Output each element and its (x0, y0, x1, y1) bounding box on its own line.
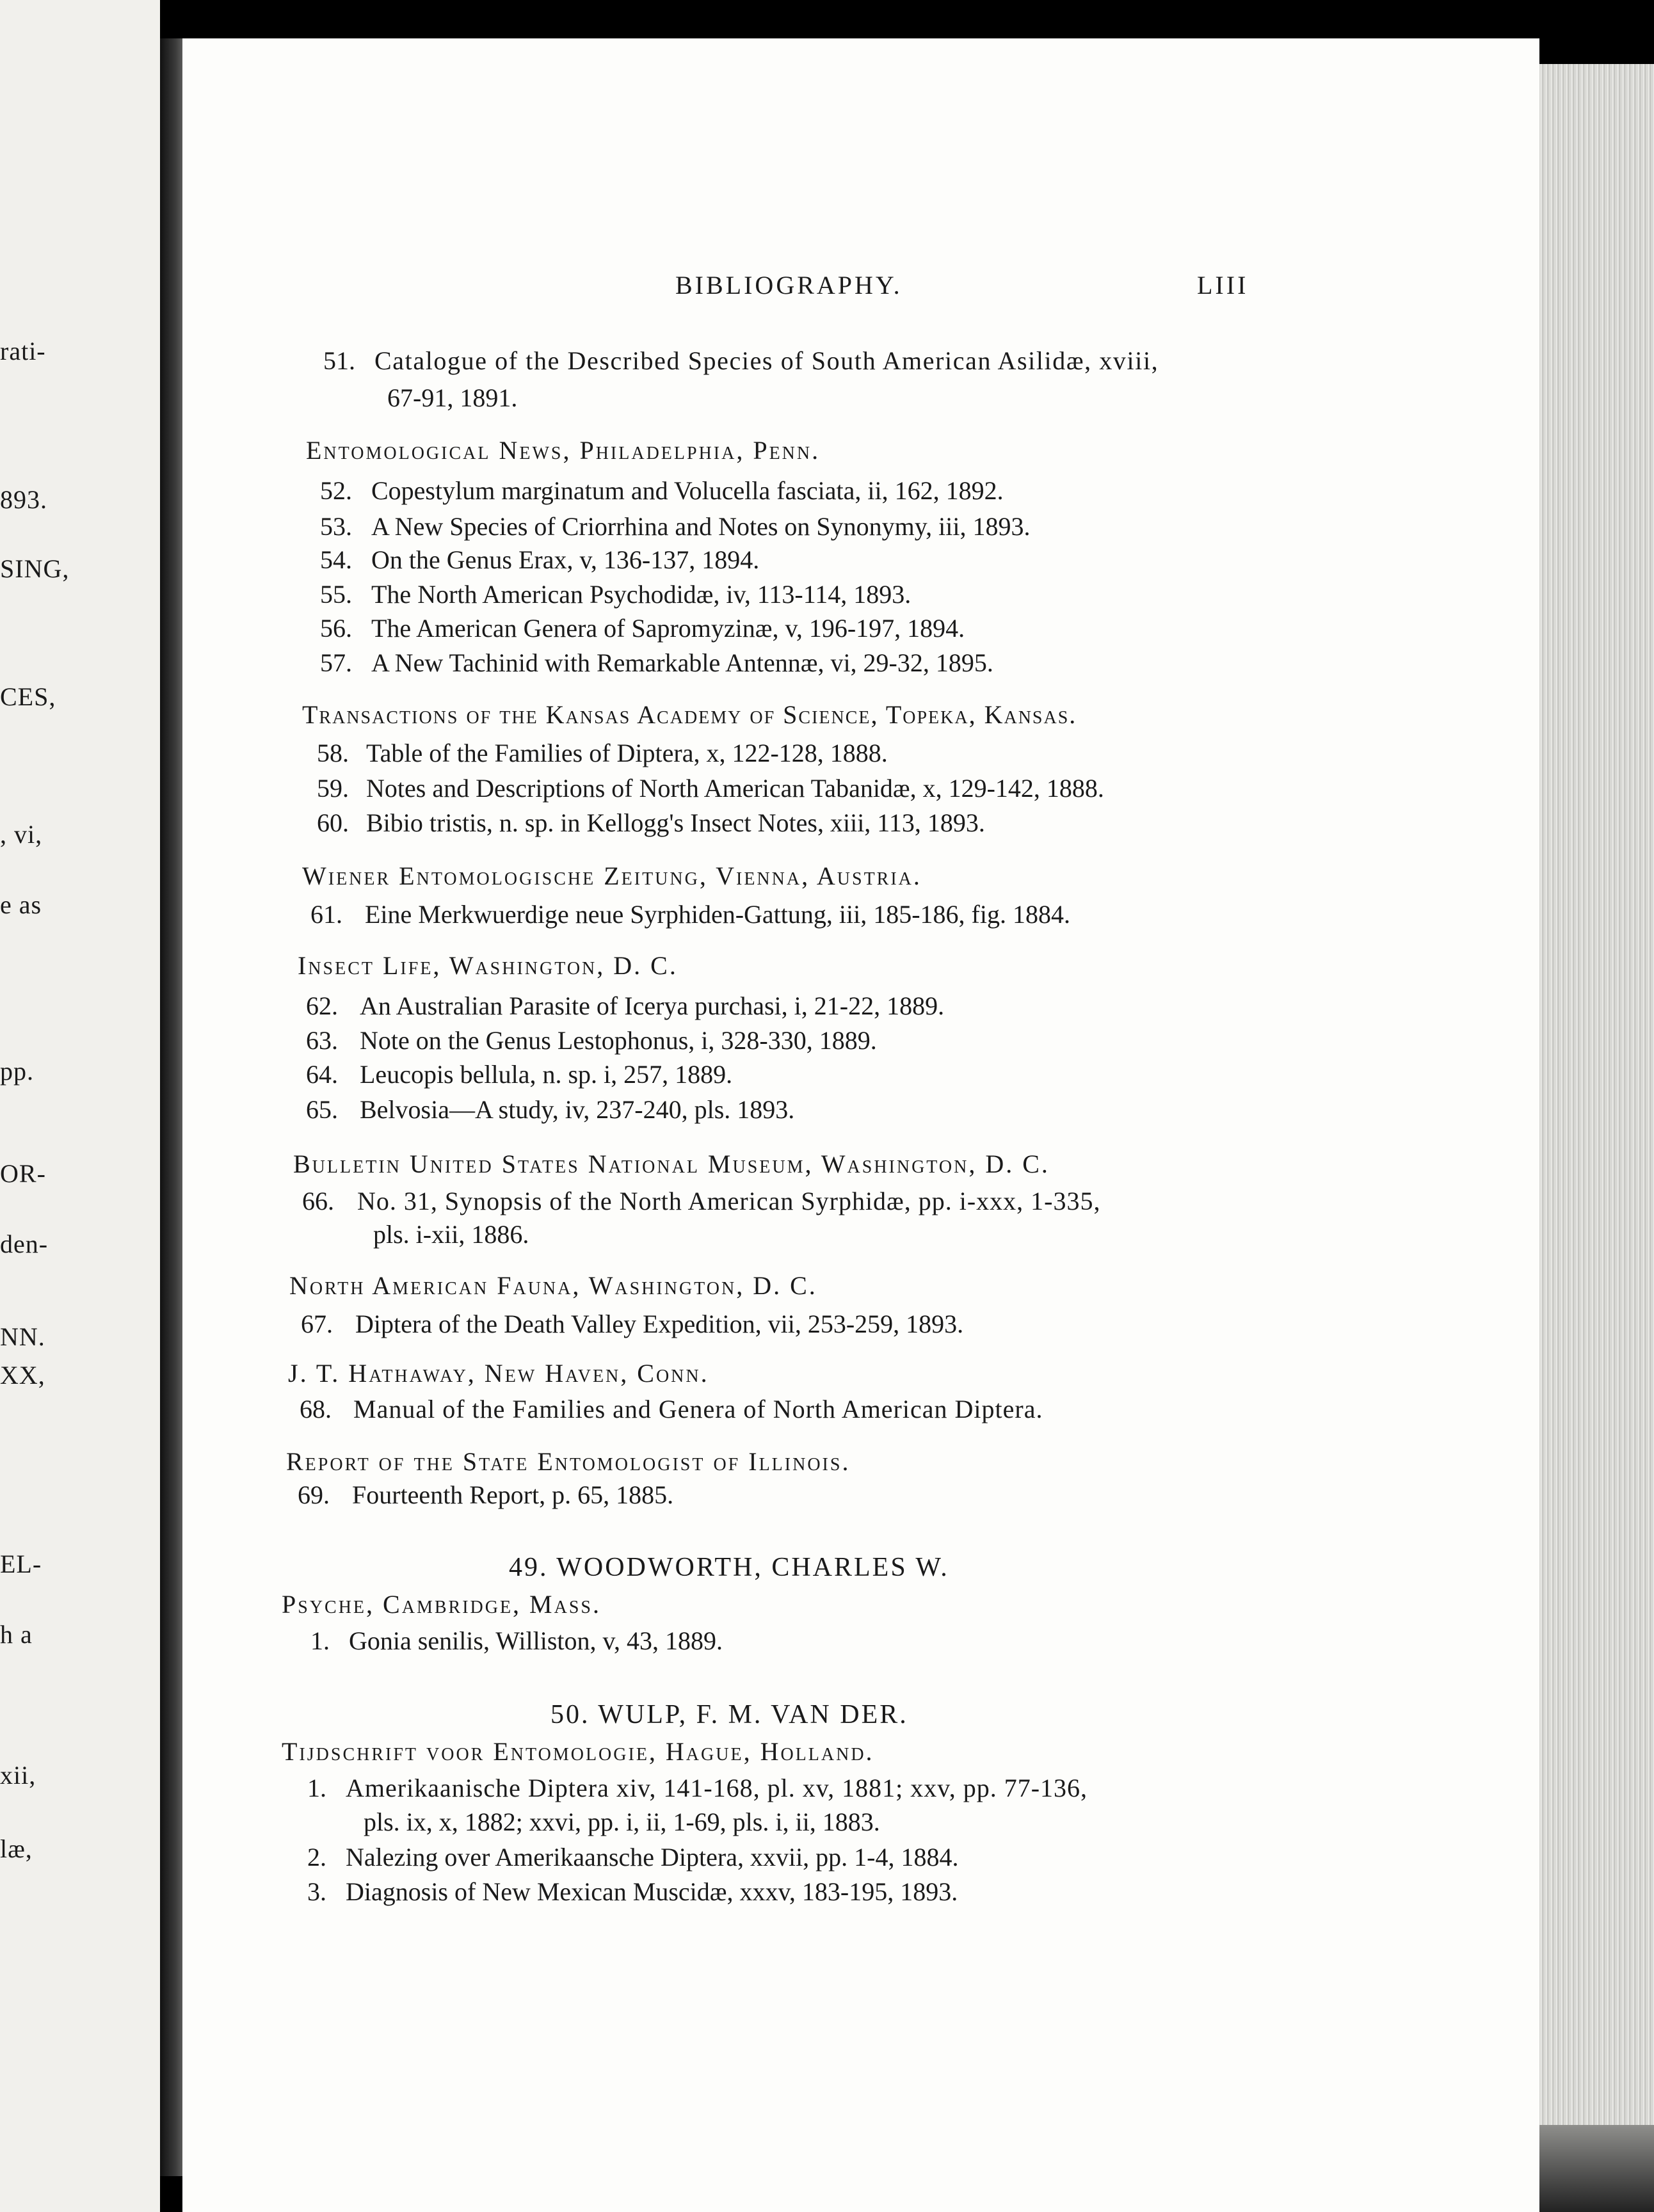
entry-text: Belvosia—A study, iv, 237-240, pls. 1893. (360, 1095, 795, 1124)
left-page-fragment: h a (0, 1620, 33, 1649)
entry-text: An Australian Parasite of Icerya purchasi, i, 21-22, 1889. (360, 991, 945, 1020)
entry-number: 64. (306, 1060, 338, 1089)
journal-heading: North American Fauna, Washington, D. C. (289, 1271, 817, 1300)
left-page-fragment: e as (0, 890, 42, 919)
entry-text: Diagnosis of New Mexican Muscidæ, xxxv, 183-195, 1893. (346, 1877, 958, 1906)
left-page-fragment: CES, (0, 682, 56, 711)
journal-heading: Psyche, Cambridge, Mass. (282, 1590, 601, 1619)
left-page-fragment: OR- (0, 1159, 46, 1188)
entry-text: The North American Psychodidæ, iv, 113-114, 1893. (371, 580, 911, 609)
left-page-fragment: den- (0, 1230, 49, 1258)
left-page-edge (0, 0, 160, 2212)
entry-number: 2. (307, 1843, 326, 1871)
author-heading: 50. WULP, F. M. VAN DER. (550, 1700, 908, 1729)
left-page-fragment: NN. (0, 1322, 45, 1351)
entry-text: Catalogue of the Described Species of South American Asilidæ, xviii, (374, 346, 1159, 375)
entry-number: 66. (302, 1187, 334, 1215)
page-stack-edge (1539, 64, 1654, 2125)
left-page-fragment: XX, (0, 1361, 45, 1390)
entry-text: Nalezing over Amerikaansche Diptera, xxvii, pp. 1-4, 1884. (346, 1843, 959, 1871)
entry-number: 53. (320, 512, 352, 541)
entry-text: A New Tachinid with Remarkable Antennæ, vi, 29-32, 1895. (371, 648, 993, 677)
left-page-fragment: rati- (0, 337, 46, 365)
entry-number: 1. (310, 1626, 330, 1655)
left-page-fragment: læ, (0, 1834, 33, 1863)
entry-number: 1. (307, 1774, 326, 1802)
entry-number: 56. (320, 614, 352, 643)
entry-text: Amerikaanische Diptera xiv, 141-168, pl. xv, 1881; xxv, pp. 77-136, (346, 1774, 1088, 1802)
journal-heading: J. T. Hathaway, New Haven, Conn. (288, 1359, 709, 1388)
left-page-fragment: 893. (0, 485, 47, 514)
journal-heading: Wiener Entomologische Zeitung, Vienna, Austria. (302, 862, 922, 890)
entry-text-continued: 67-91, 1891. (387, 383, 518, 412)
entry-text: Gonia senilis, Williston, v, 43, 1889. (349, 1626, 723, 1655)
entry-text: Table of the Families of Diptera, x, 122-128, 1888. (366, 739, 888, 767)
entry-text: The American Genera of Sapromyzinæ, v, 196-197, 1894. (371, 614, 965, 643)
entry-text-continued: pls. i-xii, 1886. (373, 1220, 529, 1249)
entry-text: Note on the Genus Lestophonus, i, 328-330, 1889. (360, 1026, 877, 1055)
left-page-fragment: EL- (0, 1550, 42, 1578)
journal-heading: Bulletin United States National Museum, Washington, D. C. (293, 1150, 1050, 1178)
page-number: LIII (1197, 271, 1249, 300)
entry-text: No. 31, Synopsis of the North American Syrphidæ, pp. i-xxx, 1-335, (357, 1187, 1101, 1215)
entry-text: Bibio tristis, n. sp. in Kellogg's Insect Notes, xiii, 113, 1893. (366, 808, 985, 837)
entry-number: 61. (310, 900, 342, 929)
journal-heading: Tijdschrift voor Entomologie, Hague, Holland. (282, 1737, 874, 1766)
entry-number: 55. (320, 580, 352, 609)
running-title: BIBLIOGRAPHY. (675, 271, 903, 300)
journal-heading: Insect Life, Washington, D. C. (298, 951, 678, 980)
entry-number: 52. (320, 476, 352, 505)
entry-number: 59. (317, 774, 349, 803)
entry-number: 54. (320, 545, 352, 574)
journal-heading: Transactions of the Kansas Academy of Science, Topeka, Kansas. (302, 700, 1077, 729)
entry-number: 60. (317, 808, 349, 837)
entry-number: 58. (317, 739, 349, 767)
entry-number: 69. (298, 1480, 330, 1509)
author-heading: 49. WOODWORTH, CHARLES W. (509, 1553, 949, 1582)
journal-heading: Report of the State Entomologist of Illinois. (286, 1447, 851, 1476)
entry-text: Manual of the Families and Genera of North American Diptera. (353, 1395, 1043, 1423)
entry-number: 67. (301, 1310, 333, 1338)
entry-text: Fourteenth Report, p. 65, 1885. (352, 1480, 674, 1509)
left-page-fragment: pp. (0, 1057, 34, 1086)
entry-number: 68. (300, 1395, 332, 1423)
entry-number: 62. (306, 991, 338, 1020)
entry-text: Leucopis bellula, n. sp. i, 257, 1889. (360, 1060, 733, 1089)
entry-number: 51. (323, 346, 355, 375)
entry-number: 65. (306, 1095, 338, 1124)
left-page-fragment: , vi, (0, 820, 43, 849)
entry-number: 57. (320, 648, 352, 677)
page-stack-shadow (1539, 2125, 1654, 2212)
entry-text: A New Species of Criorrhina and Notes on Synonymy, iii, 1893. (371, 512, 1031, 541)
entry-text: Copestylum marginatum and Volucella fasciata, ii, 162, 1892. (371, 476, 1004, 505)
entry-number: 63. (306, 1026, 338, 1055)
left-page-fragment: SING, (0, 554, 70, 583)
entry-text: On the Genus Erax, v, 136-137, 1894. (371, 545, 760, 574)
entry-text: Eine Merkwuerdige neue Syrphiden-Gattung, iii, 185-186, fig. 1884. (365, 900, 1070, 929)
journal-heading: Entomological News, Philadelphia, Penn. (306, 436, 821, 465)
entry-text: Diptera of the Death Valley Expedition, vii, 253-259, 1893. (355, 1310, 964, 1338)
entry-text: Notes and Descriptions of North American Tabanidæ, x, 129-142, 1888. (366, 774, 1104, 803)
left-page-fragment: xii, (0, 1761, 36, 1790)
entry-number: 3. (307, 1877, 326, 1906)
entry-text-continued: pls. ix, x, 1882; xxvi, pp. i, ii, 1-69, pls. i, ii, 1883. (364, 1807, 880, 1836)
